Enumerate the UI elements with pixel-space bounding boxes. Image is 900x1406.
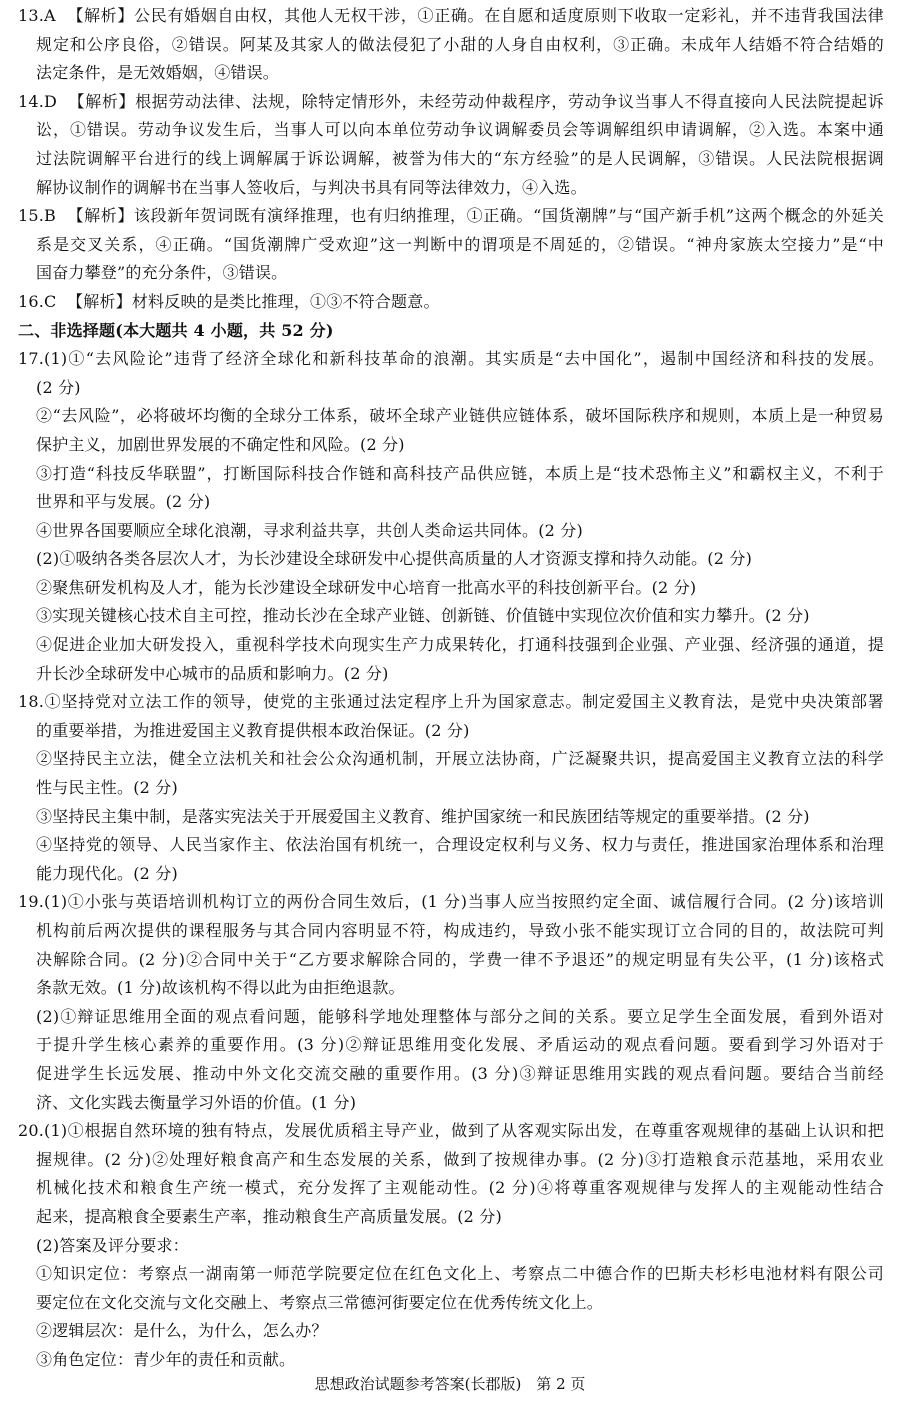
text-line: 济、文化实践去衡量学习外语的价值。(1 分) <box>36 1092 357 1112</box>
text-line: ②聚焦研发机构及人才，能为长沙建设全球研发中心培育一批高水平的科技创新平台。(2 分) <box>36 577 697 597</box>
answer-item-q18 <box>18 688 884 888</box>
text-line: ④促进企业加大研发投入，重视科学技术向现实生产力成果转化，打通科技强到企业强、产业强、经济强的通道，提 <box>36 635 884 655</box>
answer-item-q19 <box>18 888 884 1117</box>
text-line: 世界和平与发展。(2 分) <box>36 492 211 512</box>
text-line: 14.D 【解析】根据劳动法律、法规，除特定情形外，未经劳动仲裁程序，劳动争议当事人不得直接向人民法院提起诉 <box>18 91 884 111</box>
text-line: 18.①坚持党对立法工作的领导，使党的主张通过法定程序上升为国家意志。制定爱国主义教育法，是党中央决策部署 <box>18 692 884 712</box>
text-line: 系是交叉关系，④正确。“国货潮牌广受欢迎”这一判断中的谓项是不周延的，②错误。“神舟家族太空接力”是“中 <box>36 234 884 254</box>
text-line: 二、非选择题(本大题共 4 小题，共 52 分) <box>18 320 334 340</box>
text-line: 规定和公序良俗，②错误。阿某及其家人的做法侵犯了小甜的人身自由权利，③正确。未成年人结婚不符合结婚的 <box>36 34 884 54</box>
text-line: 法定条件，是无效婚姻，④错误。 <box>36 63 280 83</box>
text-line: ②坚持民主立法，健全立法机关和社会公众沟通机制，开展立法协商，广泛凝聚共识，提高爱国主义教育立法的科学 <box>36 749 884 769</box>
text-line: 能力现代化。(2 分) <box>36 863 178 883</box>
text-line: 20.(1)①根据自然环境的独有特点，发展优质稻主导产业，做到了从客观实际出发，在尊重客观规律的基础上认识和把 <box>18 1121 884 1141</box>
answer-item-q14 <box>18 88 884 202</box>
text-line: (2)①吸纳各类各层次人才，为长沙建设全球研发中心提供高质量的人才资源支撑和持久动能。(2 分) <box>36 549 753 569</box>
answer-item-sec2 <box>18 317 884 346</box>
text-line: (2)①辩证思维用全面的观点看问题，能够科学地处理整体与部分之间的关系。要立足学生全面发展，看到外语对 <box>36 1006 884 1026</box>
text-line: 促进学生长远发展、推动中外文化交流交融的重要作用。(3 分)③辩证思维用实践的观点看问题。要结合当前经 <box>36 1063 884 1083</box>
text-line: 16.C 【解析】材料反映的是类比推理，①③不符合题意。 <box>18 291 440 311</box>
text-line: ④坚持党的领导、人民当家作主、依法治国有机统一，合理设定权利与义务、权力与责任，推进国家治理体系和治理 <box>36 835 884 855</box>
text-line: 性与民主性。(2 分) <box>36 778 178 798</box>
text-line: 19.(1)①小张与英语培训机构订立的两份合同生效后，(1 分)当事人应当按照约定全面、诚信履行合同。(2 分)该培训 <box>18 892 884 912</box>
text-line: ③实现关键核心技术自主可控，推动长沙在全球产业链、创新链、价值链中实现位次价值和实力攀升。(2 分) <box>36 606 810 626</box>
text-line: 于提升学生核心素养的重要作用。(3 分)②辩证思维用变化发展、矛盾运动的观点看问题。要看到学习外语对于 <box>36 1035 884 1055</box>
text-line: 握规律。(2 分)②处理好粮食高产和生态发展的关系，做到了按规律办事。(2 分)③打造粮食示范基地，采用农业 <box>36 1149 884 1169</box>
text-line: ①知识定位：考察点一湖南第一师范学院要定位在红色文化上、考察点二中德合作的巴斯夫杉杉电池材料有限公司 <box>36 1264 884 1284</box>
text-line: 机械化技术和粮食生产统一模式，充分发挥了主观能动性。(2 分)④将尊重客观规律与发挥人的主观能动性结合 <box>36 1178 884 1198</box>
answer-item-q15 <box>18 202 884 288</box>
text-line: 过法院调解平台进行的线上调解属于诉讼调解，被誉为伟大的“东方经验”的是人民调解，③错误。人民法院根据调 <box>36 148 884 168</box>
page-footer: 思想政治试题参考答案(长郡版) 第 2 页 <box>314 1375 586 1393</box>
text-line: 升长沙全球研发中心城市的品质和影响力。(2 分) <box>36 663 389 683</box>
text-line: 15.B 【解析】该段新年贺词既有演绎推理，也有归纳推理，①正确。“国货潮牌”与“国产新手机”这两个概念的外延关 <box>18 206 884 226</box>
text-line: ②逻辑层次：是什么，为什么，怎么办？ <box>36 1321 328 1341</box>
text-line: ②“去风险”，必将破坏均衡的全球分工体系，破坏全球产业链供应链体系，破坏国际秩序和规则，本质上是一种贸易 <box>36 406 884 426</box>
text-line: 决解除合同。(2 分)②合同中关于“乙方要求解除合同的，学费一律不予退还”的规定明显有失公平，(1 分)该格式 <box>36 949 884 969</box>
text-line: 的重要举措，为推进爱国主义教育提供根本政治保证。(2 分) <box>36 720 470 740</box>
text-line: 保护主义，加剧世界发展的不确定性和风险。(2 分) <box>36 434 405 454</box>
answer-item-q13 <box>18 2 884 88</box>
text-line: 13.A 【解析】公民有婚姻自由权，其他人无权干涉，①正确。在自愿和适度原则下收取一定彩礼，并不违背我国法律 <box>18 6 884 25</box>
text-line: 要定位在文化交流与文化交融上、考察点三常德河街要定位在优秀传统文化上。 <box>36 1292 604 1312</box>
text-line: ③坚持民主集中制，是落实宪法关于开展爱国主义教育、维护国家统一和民族团结等规定的重要举措。(2 分) <box>36 806 810 826</box>
answer-page <box>18 2 884 1375</box>
text-line: 解协议制作的调解书在当事人签收后，与判决书具有同等法律效力，④入选。 <box>36 177 587 197</box>
text-line: ④世界各国要顺应全球化浪潮，寻求利益共享，共创人类命运共同体。(2 分) <box>36 520 583 540</box>
text-line: 国奋力攀登”的充分条件，③错误。 <box>36 263 288 283</box>
text-line: ③角色定位：青少年的责任和贡献。 <box>36 1349 296 1369</box>
answer-item-q17 <box>18 345 884 688</box>
answer-item-q16 <box>18 288 884 317</box>
text-line: ③打造“科技反华联盟”，打断国际科技合作链和高科技产品供应链，本质上是“技术恐怖主义”和霸权主义，不利于 <box>36 463 884 483</box>
text-line: (2)答案及评分要求： <box>36 1235 189 1255</box>
text-line: 条款无效。(1 分)故该机构不得以此为由拒绝退款。 <box>36 978 405 998</box>
text-line: 17.(1)①“去风险论”违背了经济全球化和新科技革命的浪潮。其实质是“去中国化”，遏制中国经济和科技的发展。 <box>18 349 884 369</box>
text-line: 起来，提高粮食全要素生产率，推动粮食生产高质量发展。(2 分) <box>36 1206 502 1226</box>
text-line: (2 分) <box>36 377 81 397</box>
answer-item-q20 <box>18 1117 884 1374</box>
text-line: 机构前后两次提供的课程服务与其合同内容明显不符，构成违约，导致小张不能实现订立合同的目的，故法院可判 <box>36 921 884 940</box>
text-line: 讼，①错误。劳动争议发生后，当事人可以向本单位劳动争议调解委员会等调解组织申请调解，②入选。本案中通 <box>36 120 884 140</box>
